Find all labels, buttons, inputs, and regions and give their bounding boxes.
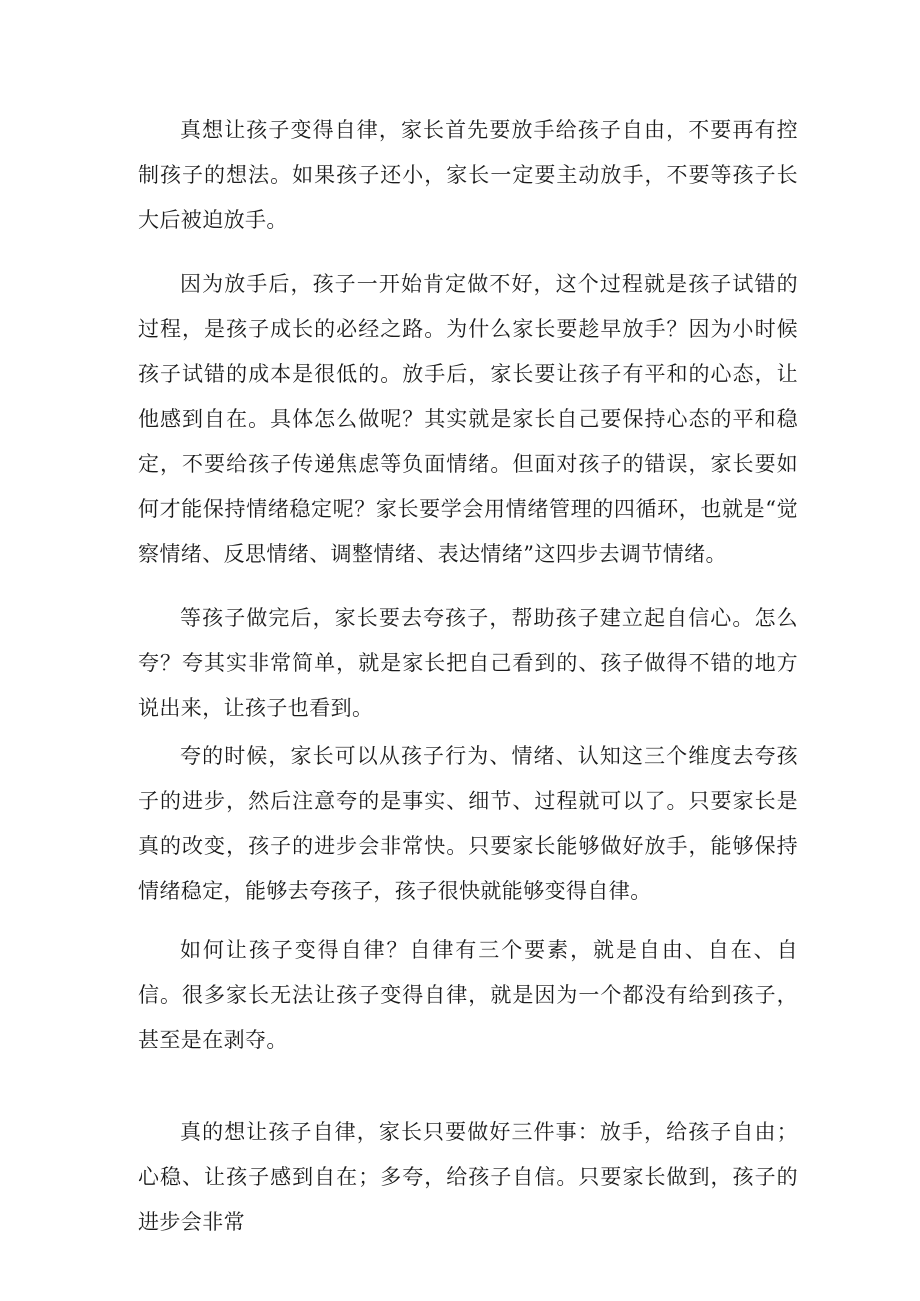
paragraph-5: 如何让孩子变得自律？自律有三个要素，就是自由、自在、自信。很多家长无法让孩子变得自律，就是因为一个都没有给到孩子，甚至是在剥夺。	[138, 938, 798, 1052]
paragraph-4: 夸的时候，家长可以从孩子行为、情绪、认知这三个维度去夸孩子的进步，然后注意夸的是事实、细节、过程就可以了。只要家长是真的改变，孩子的进步会非常快。只要家长能够做好放手，能够保持情绪稳定，能够去夸孩子，孩子很快就能够变得自律。	[138, 744, 798, 903]
paragraph-1: 真想让孩子变得自律，家长首先要放手给孩子自由，不要再有控制孩子的想法。如果孩子还小，家长一定要主动放手，不要等孩子长大后被迫放手。	[138, 118, 798, 232]
paragraph-2: 因为放手后，孩子一开始肯定做不好，这个过程就是孩子试错的过程，是孩子成长的必经之路。为什么家长要趁早放手？因为小时候孩子试错的成本是很低的。放手后，家长要让孩子有平和的心态，让他感到自在。具体怎么做呢？其实就是家长自己要保持心态的平和稳定，不要给孩子传递焦虑等负面情绪。但面对孩子的错误，家长要如何才能保持情绪稳定呢？家长要学会用情绪管理的四循环，也就是“觉察情绪、反思情绪、调整情绪、表达情绪”这四步去调节情绪。	[138, 272, 798, 566]
paragraph-6: 真的想让孩子自律，家长只要做好三件事：放手，给孩子自由；心稳、让孩子感到自在；多夸，给孩子自信。只要家长做到，孩子的进步会非常	[138, 1120, 798, 1234]
paragraph-3: 等孩子做完后，家长要去夸孩子，帮助孩子建立起自信心。怎么夸？夸其实非常简单，就是家长把自己看到的、孩子做得不错的地方说出来，让孩子也看到。	[138, 606, 798, 720]
